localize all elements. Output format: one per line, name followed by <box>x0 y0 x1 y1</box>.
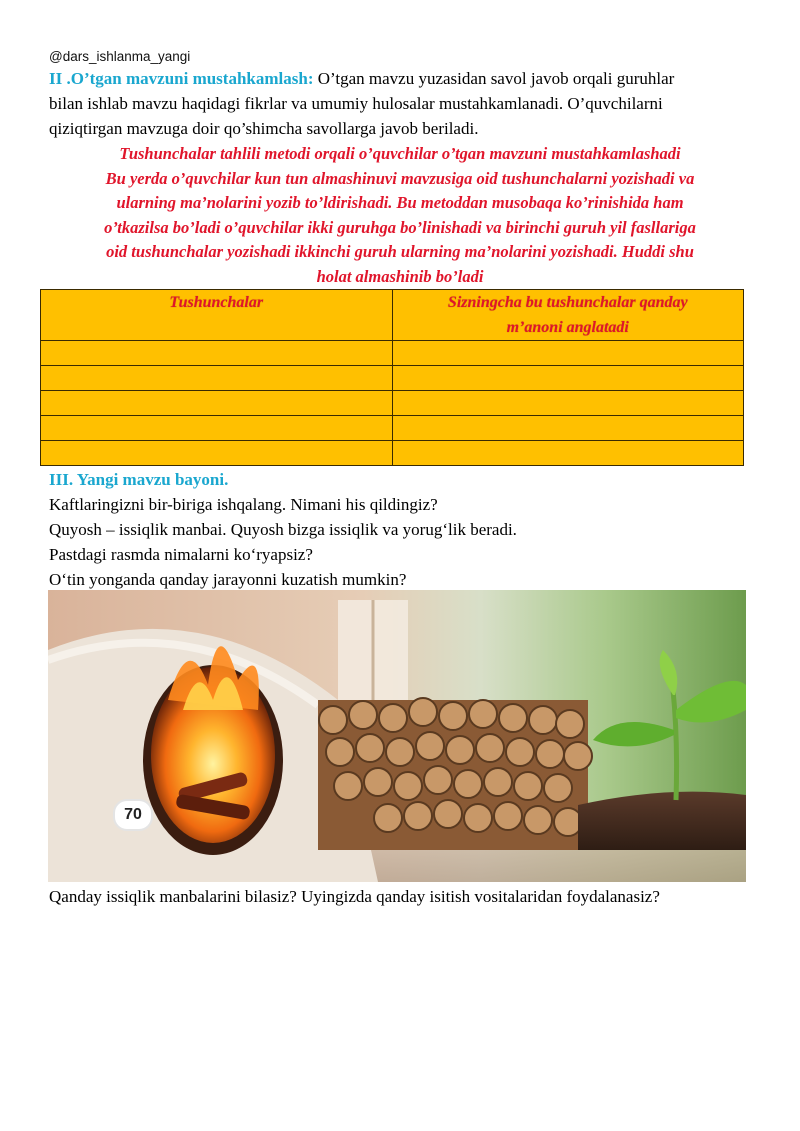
watermark-handle: @dars_ishlanma_yangi <box>49 49 191 64</box>
table-row <box>41 366 744 391</box>
table-cell[interactable] <box>41 416 393 441</box>
table-cell[interactable] <box>41 341 393 366</box>
table-header-cell <box>392 290 744 341</box>
table-cell[interactable] <box>392 391 744 416</box>
method-line: oid tushunchalar yozishadi ikkinchi guruh ularning ma’nolarini yozishadi. Huddi shu <box>106 242 694 261</box>
col2-header-line1: Sizningcha bu tushunchalar qanday <box>447 294 688 311</box>
closing-question: Qanday issiqlik manbalarini bilasiz? Uyingizda qanday isitish vositalaridan foydalanasiz? <box>49 887 660 906</box>
table-row <box>41 441 744 466</box>
table-cell[interactable] <box>392 366 744 391</box>
table-cell[interactable] <box>392 416 744 441</box>
method-line: holat almashinib bo’ladi <box>316 266 484 286</box>
heat-sources-illustration <box>48 590 746 882</box>
concepts-table <box>40 289 744 466</box>
illustration-svg <box>48 590 746 882</box>
table-header-cell <box>41 290 393 341</box>
section3-line3: Pastdagi rasmda nimalarni ko‘ryapsiz? <box>49 545 313 564</box>
section2-line1 <box>49 66 751 91</box>
table-cell[interactable] <box>41 366 393 391</box>
col2-header-line2: m’anoni anglatadi <box>506 319 629 336</box>
table-cell[interactable] <box>41 391 393 416</box>
method-line: o’tkazilsa bo’ladi o’quvchilar ikki guruhga bo’linishadi va birinchi guruh yil fasllariga <box>104 217 696 237</box>
method-line: Tushunchalar tahlili metodi orqali o’quvchilar o’tgan mavzuni mustahkamlashadi <box>119 144 681 163</box>
section3-line1: Kaftlaringizni bir-biriga ishqalang. Nimani his qildingiz? <box>49 495 438 514</box>
section2-heading: II .O’tgan mavzuni mustahkamlash: <box>49 69 314 88</box>
table-row <box>41 391 744 416</box>
table-row <box>41 341 744 366</box>
section2-text-line2: bilan ishlab mavzu haqidagi fikrlar va umumiy hulosalar mustahkamlanadi. O’quvchilarni <box>49 94 663 113</box>
table-cell[interactable] <box>392 341 744 366</box>
section3-line2: Quyosh – issiqlik manbai. Quyosh bizga issiqlik va yorug‘lik beradi. <box>49 520 517 539</box>
section2-text-line3: qiziqtirgan mavzuga doir qo’shimcha savollarga javob beriladi. <box>49 119 479 138</box>
method-line: ularning ma’nolarini yozib to’ldirishadi. Bu metoddan musobaqa ko’rinishida ham <box>116 193 684 212</box>
firewood-stack-icon <box>318 698 592 850</box>
table-row <box>41 416 744 441</box>
table-cell[interactable] <box>392 441 744 466</box>
section3-heading: III. Yangi mavzu bayoni. <box>49 470 229 489</box>
table-header-row <box>41 290 744 341</box>
table-cell[interactable] <box>41 441 393 466</box>
col1-header: Tushunchalar <box>169 294 264 311</box>
method-description <box>49 142 751 289</box>
method-line: Bu yerda o’quvchilar kun tun almashinuvi mavzusiga oid tushunchalarni yozishadi va <box>105 168 695 188</box>
section3-line4: O‘tin yonganda qanday jarayonni kuzatish mumkin? <box>49 570 407 589</box>
page-number-badge: 70 <box>113 799 153 831</box>
section2-paragraph <box>49 66 751 141</box>
section2-text-line1: O’tgan mavzu yuzasidan savol javob orqali guruhlar <box>313 69 675 88</box>
